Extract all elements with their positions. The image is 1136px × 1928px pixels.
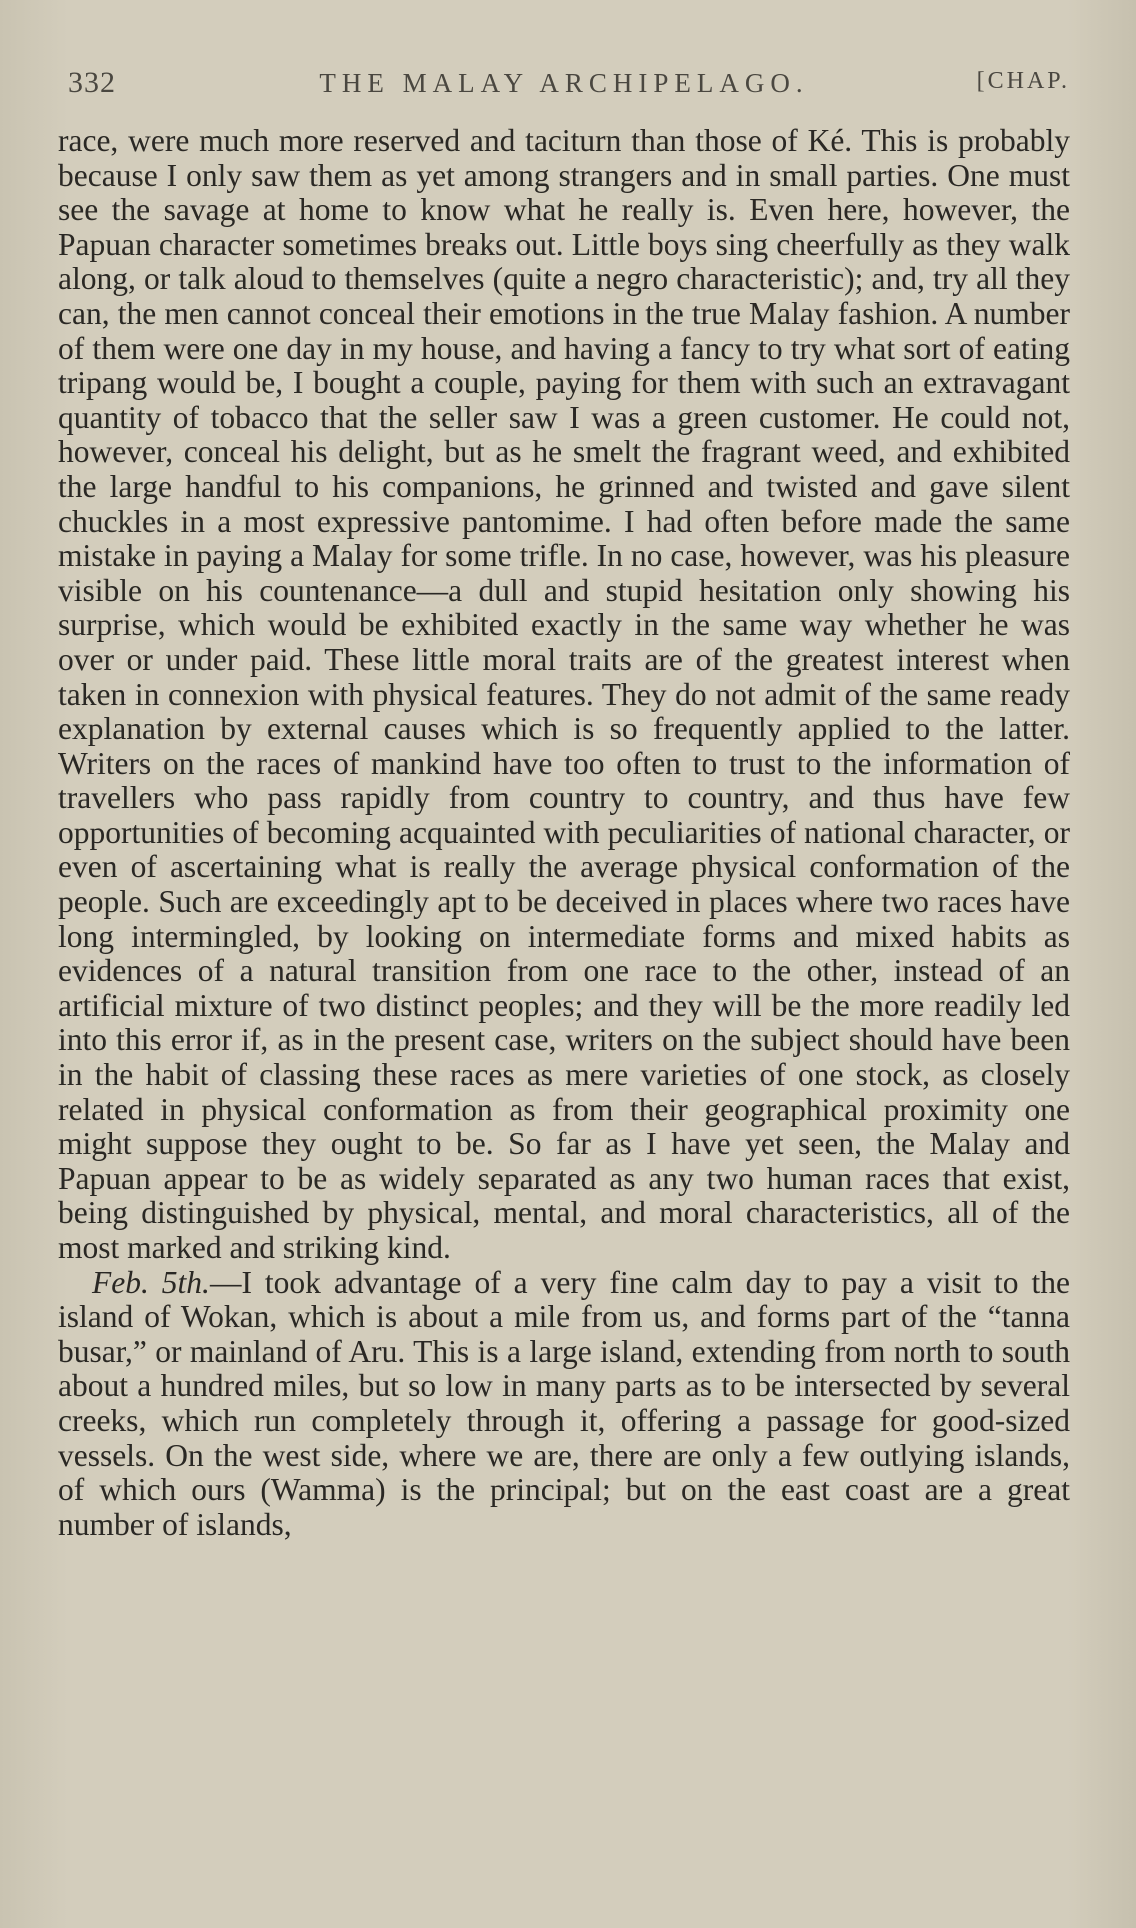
paragraph-2-text: —I took advantage of a very fine calm day to pay a visit to the island of Wokan, which is about a mile from us, and forms part of the “tanna busar,” or mainland of Aru. This is a large island, extending from north to south about a hundred miles, but so low in many parts as to be intersected by several creeks, which run completely through it, offering a passage for good-sized vessels. On the west side, where we are, there are only a few outlying islands, of which ours (Wamma) is the principal; but on the east coast are a great number of islands, <box>58 1264 1070 1542</box>
running-title: THE MALAY ARCHIPELAGO. <box>319 68 809 98</box>
paragraph-1-text: race, were much more reserved and taciturn than those of Ké. This is probably because I only saw them as yet among strangers and in small parties. One must see the savage at home to know what he really is. Even here, however, the Papuan character sometimes breaks out. Little boys sing cheerfully as they walk along, or talk aloud to themselves (quite a negro characteristic); and, try all they can, the men cannot conceal their emotions in the true Malay fashion. A number of them were one day in my house, and having a fancy to try what sort of eating tripang would be, I bought a couple, paying for them with such an extravagant quantity of tobacco that the seller saw I was a green customer. He could not, however, conceal his delight, but as he smelt the fragrant weed, and exhibited the large handful to his companions, he grinned and twisted and gave silent chuckles in a most expressive pantomime. I had often before made the same mistake in paying a Malay for some trifle. In no case, however, was his pleasure visible on his countenance—a dull and stupid hesitation only showing his surprise, which would be exhibited exactly in the same way whether he was over or under paid. These little moral traits are of the greatest interest when taken in connexion with physical features. They do not admit of the same ready explanation by external causes which is so frequently applied to the latter. Writers on the races of mankind have too often to trust to the information of travellers who pass rapidly from country to country, and thus have few opportunities of becoming acquainted with peculiarities of national character, or even of ascertaining what is really the average physical conformation of the people. Such are exceedingly apt to be deceived in places where two races have long intermingled, by looking on intermediate forms and mixed habits as evidences of a natural transition from one race to the other, instead of an artificial mixture of two distinct peoples; and they will be the more readily led into this error if, as in the present case, writers on the subject should have been in the habit of classing these races as mere varieties of one stock, as closely related in physical conformation as from their geographical proximity one might suppose they ought to be. So far as I have yet seen, the Malay and Papuan appear to be as widely separated as any two human races that exist, being distinguished by physical, mental, and moral characteristics, all of the most marked and striking kind. <box>58 123 1070 1265</box>
paragraph-2-date: Feb. 5th. <box>92 1264 210 1300</box>
page-header <box>58 60 1070 106</box>
body-text <box>58 124 1070 1542</box>
paragraph-1 <box>58 124 1070 1266</box>
paragraph-2 <box>58 1266 1070 1543</box>
chapter-mark: [CHAP. <box>976 68 1070 94</box>
page-number: 332 <box>68 66 116 99</box>
